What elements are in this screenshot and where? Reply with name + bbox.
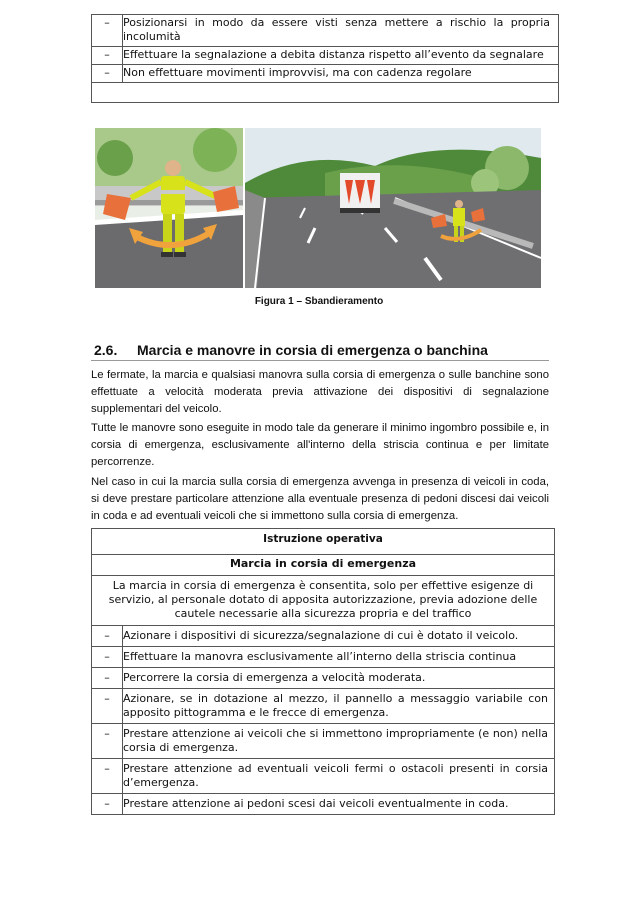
row-text: Effettuare la segnalazione a debita distanza rispetto all’evento da segnalare bbox=[123, 47, 559, 65]
table-intro: La marcia in corsia di emergenza è consentita, solo per effettive esigenze di servizio, al personale dotato di apposita autorizzazione, previa adozione delle cautele necessarie alla sicurezza propria e del traffico bbox=[92, 576, 555, 626]
bullet: – bbox=[92, 724, 123, 759]
flagger-closeup-illustration bbox=[95, 128, 243, 288]
paragraph: Nel caso in cui la marcia sulla corsia di emergenza avvenga in presenza di veicoli in coda, si deve prestare particolare attenzione alla eventuale presenza di pedoni discesi dai veicoli in coda e ad eventuali veicoli che si immettono sulla corsia di emergenza. bbox=[91, 476, 549, 522]
row-text: Posizionarsi in modo da essere visti senza mettere a rischio la propria incolumità bbox=[123, 15, 559, 47]
row-text: Prestare attenzione ai pedoni scesi dai veicoli eventualmente in coda. bbox=[123, 794, 555, 815]
section-heading bbox=[91, 340, 549, 361]
instructions-table-top bbox=[91, 14, 559, 103]
table-row bbox=[92, 626, 555, 647]
table-row bbox=[92, 724, 555, 759]
table-row bbox=[92, 47, 559, 65]
table-row bbox=[92, 647, 555, 668]
operational-instruction-table bbox=[91, 528, 555, 815]
bullet: – bbox=[92, 794, 123, 815]
paragraph: Le fermate, la marcia e qualsiasi manovra sulla corsia di emergenza o sulle banchine sono effettuate a velocità moderata previa attivazione dei dispositivi di segnalazione supplementari del veicolo. bbox=[91, 369, 549, 415]
figure-flagging bbox=[95, 128, 541, 288]
row-text: Effettuare la manovra esclusivamente all’interno della striscia continua bbox=[123, 647, 555, 668]
table-row bbox=[92, 689, 555, 724]
table-header-row bbox=[92, 529, 555, 555]
table-intro-row bbox=[92, 576, 555, 626]
bullet: – bbox=[92, 689, 123, 724]
row-text: Non effettuare movimenti improvvisi, ma con cadenza regolare bbox=[123, 65, 559, 83]
row-text: Prestare attenzione ad eventuali veicoli fermi o ostacoli presenti in corsia d’emergenza. bbox=[123, 759, 555, 794]
figure-caption: Figura 1 – Sbandieramento bbox=[254, 296, 384, 307]
table-row bbox=[92, 794, 555, 815]
bullet: – bbox=[92, 47, 123, 65]
bullet: – bbox=[92, 759, 123, 794]
table-row bbox=[92, 65, 559, 83]
empty-cell bbox=[92, 83, 559, 103]
bullet: – bbox=[92, 65, 123, 83]
row-text: Azionare i dispositivi di sicurezza/segnalazione di cui è dotato il veicolo. bbox=[123, 626, 555, 647]
table-row bbox=[92, 759, 555, 794]
table-header: Istruzione operativa bbox=[92, 529, 555, 555]
bullet: – bbox=[92, 626, 123, 647]
paragraph: Tutte le manovre sono eseguite in modo tale da generare il minimo ingombro possibile e, in corsia di emergenza, esclusivamente all'interno della striscia continua e per limitate percorrenze. bbox=[91, 422, 549, 468]
road-scene-illustration bbox=[245, 128, 541, 288]
table-subheader: Marcia in corsia di emergenza bbox=[92, 555, 555, 576]
section-title: Marcia e manovre in corsia di emergenza o banchina bbox=[137, 342, 488, 358]
row-text: Azionare, se in dotazione al mezzo, il pannello a messaggio variabile con apposito pittogramma e le frecce di emergenza. bbox=[123, 689, 555, 724]
table-row bbox=[92, 668, 555, 689]
section-number: 2.6. bbox=[94, 342, 118, 358]
table-subheader-row bbox=[92, 555, 555, 576]
bullet: – bbox=[92, 647, 123, 668]
bullet: – bbox=[92, 668, 123, 689]
row-text: Prestare attenzione ai veicoli che si immettono impropriamente (e non) nella corsia di emergenza. bbox=[123, 724, 555, 759]
table-row-empty bbox=[92, 83, 559, 103]
row-text: Percorrere la corsia di emergenza a velocità moderata. bbox=[123, 668, 555, 689]
table-row bbox=[92, 15, 559, 47]
bullet: – bbox=[92, 15, 123, 47]
